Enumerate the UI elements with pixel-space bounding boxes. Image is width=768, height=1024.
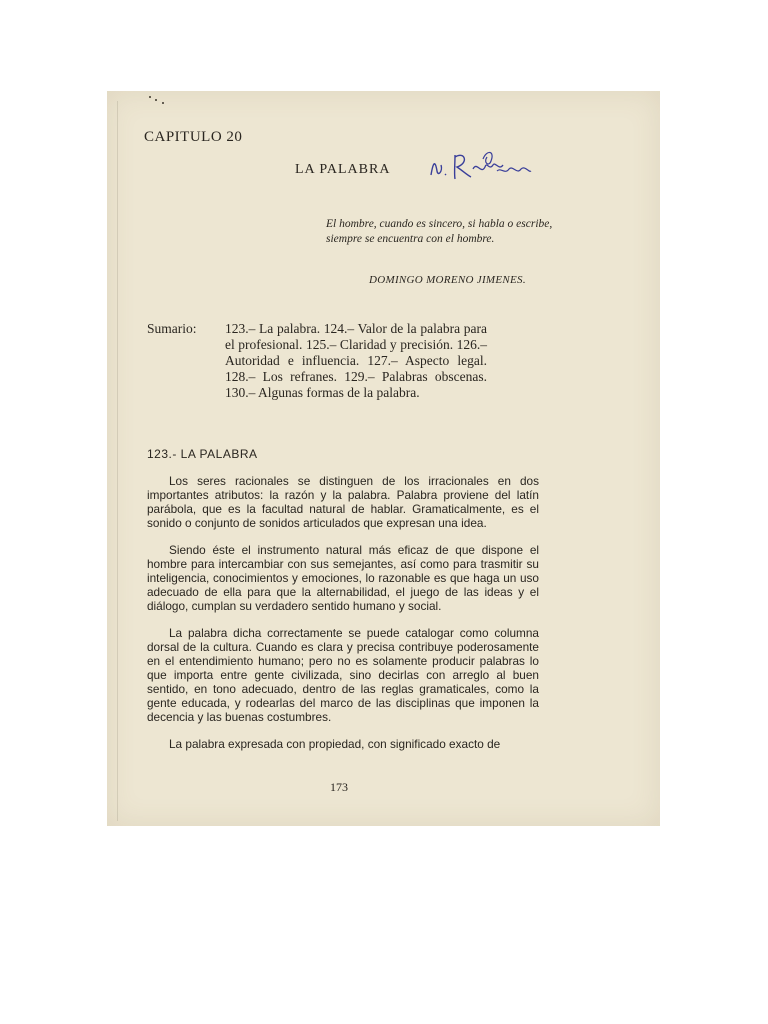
chapter-title: LA PALABRA [295,162,391,177]
paper-speck [149,96,151,98]
epigraph-author: DOMINGO MORENO JIMENES. [369,274,526,286]
page-crease [117,101,118,821]
paper-speck [162,102,164,104]
paper-speck [155,99,157,101]
book-page [107,91,660,826]
summary-label: Sumario: [147,321,197,336]
paragraph: Siendo éste el instrumento natural más eficaz de que dispone el hombre para intercambiar con sus semejantes, así como para trasmitir su inteligencia, conocimientos y emociones, lo razonable es que haga un uso adecuado de ella para que la alternabilidad, el juego de las ideas y el diálogo, cumplan su verdadero sentido humano y social. [147,543,539,613]
summary-text: 123.– La palabra. 124.– Valor de la palabra para el profesional. 125.– Claridad y precisión. 126.– Autoridad e influencia. 127.– Aspecto legal. 128.– Los refranes. 129.– Palabras obscenas. 130.– Algunas formas de la palabra. [225,321,487,400]
paragraph: Los seres racionales se distinguen de los irracionales en dos importantes atributos: la razón y la palabra. Palabra proviene del latín parábola, que es la facultad natural de hablar. Gramaticalmente, es el sonido o conjunto de sonidos articulados que expresan una idea. [147,474,539,530]
paragraph: La palabra expresada con propiedad, con significado exacto de [169,737,501,751]
page-number: 173 [330,780,348,794]
handwritten-signature [425,141,535,191]
chapter-heading: CAPITULO 20 [144,129,243,145]
epigraph-quote: El hombre, cuando es sincero, si habla o escribe, siempre se encuentra con el hombre. [326,218,553,245]
paragraph: La palabra dicha correctamente se puede catalogar como columna dorsal de la cultura. Cuando es clara y precisa contribuye poderosamente en el entendimiento humano; pero no es solamente producir palabras lo que importa entre gente civilizada, sino decirlas con arreglo al buen sentido, en tono adecuado, dentro de las reglas gramaticales, como la gente educada, y rodearlas del marco de las disciplinas que imponen la decencia y las buenas costumbres. [147,626,539,724]
section-heading: 123.- LA PALABRA [147,447,258,461]
body-text [147,474,539,764]
